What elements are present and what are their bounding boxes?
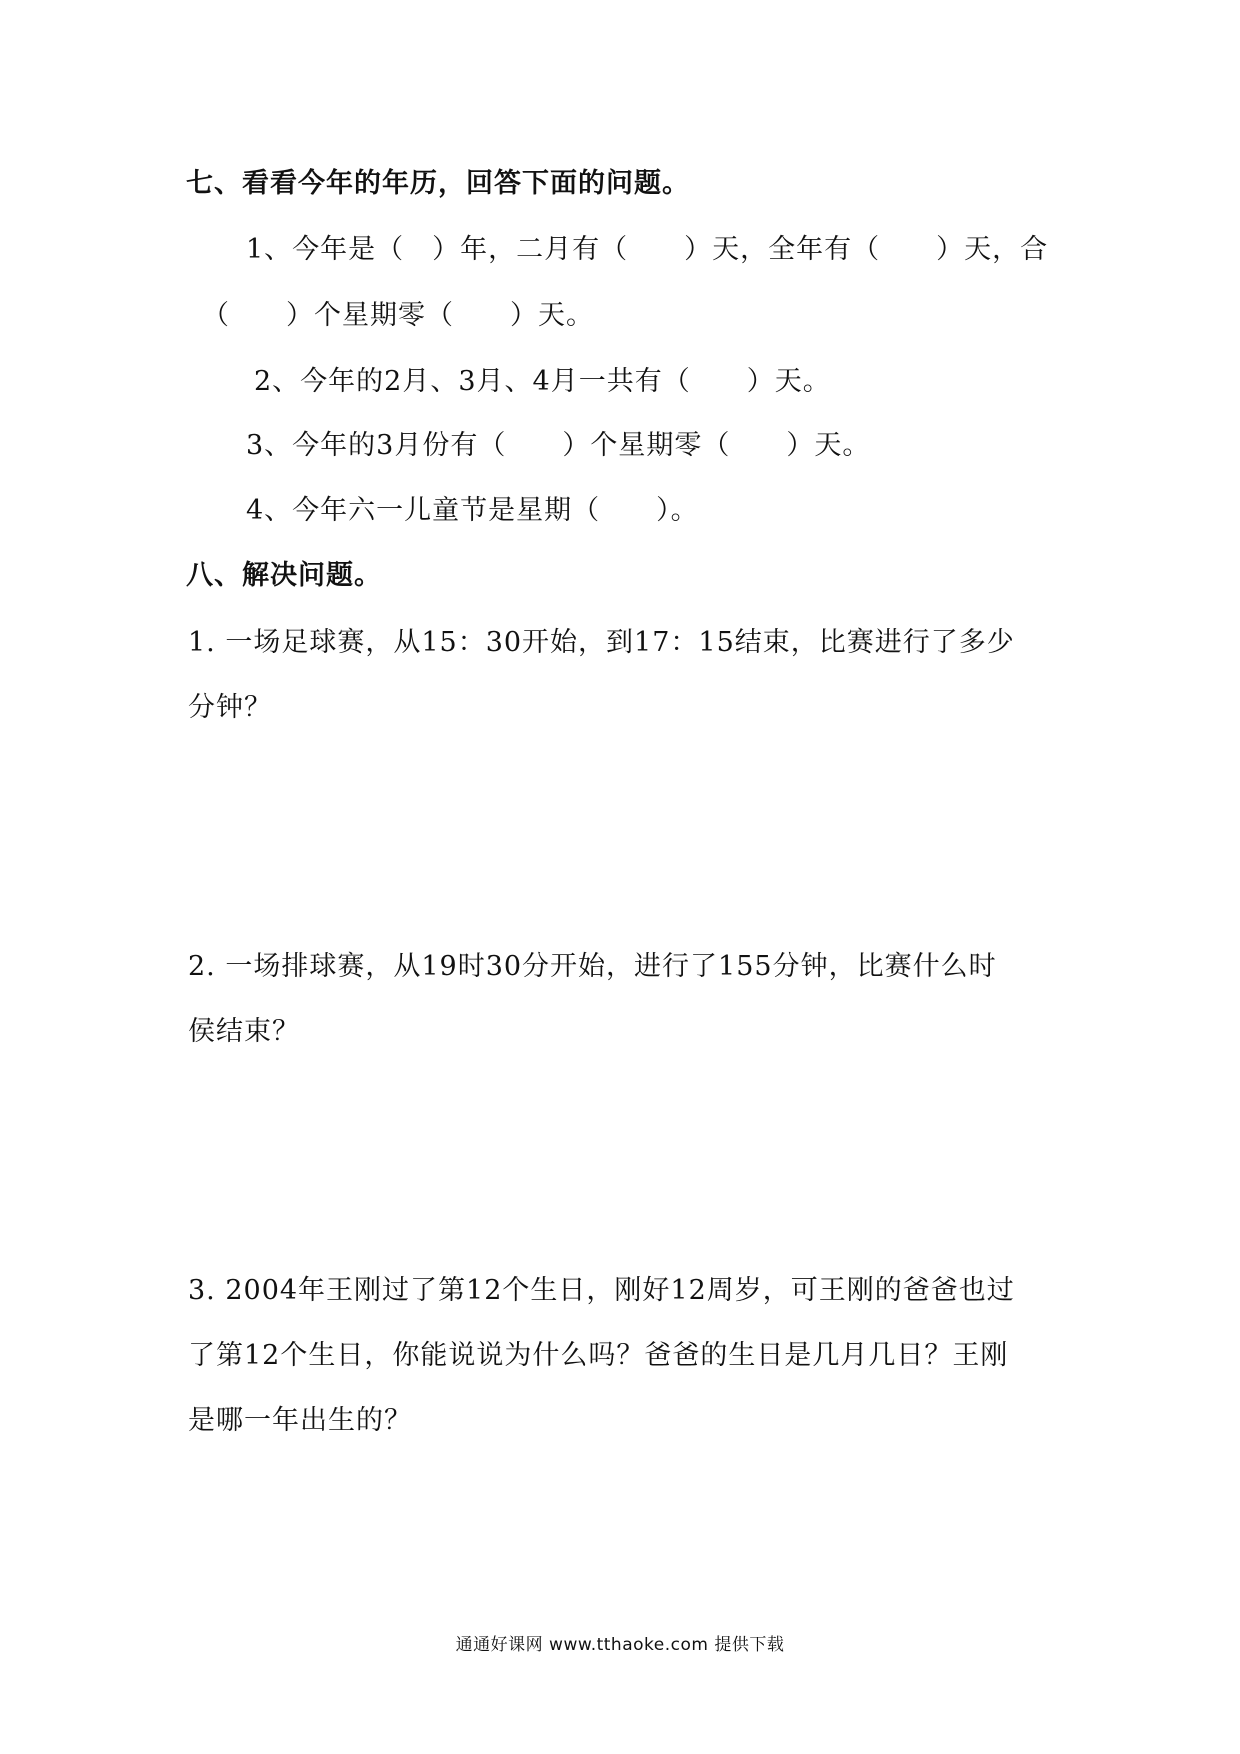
problem-8-3-line-1: 3. 2004年王刚过了第12个生日，刚好12周岁，可王刚的爸爸也过: [188, 1275, 1015, 1306]
problem-8-3-line-2: 了第12个生日，你能说说为什么吗？爸爸的生日是几月几日？王刚: [188, 1340, 1009, 1371]
section-8-heading: 八、解决问题。: [186, 560, 382, 591]
problem-8-2-line-1: 2. 一场排球赛，从19时30分开始，进行了155分钟，比赛什么时: [188, 951, 997, 982]
problem-8-3-line-3: 是哪一年出生的？: [188, 1405, 412, 1436]
question-7-1-line-2: （ ）个星期零（ ）天。: [202, 300, 594, 331]
question-7-4: 4、今年六一儿童节是星期（ ）。: [246, 495, 699, 526]
page-footer: 通通好课网 www.tthaoke.com 提供下载: [455, 1635, 785, 1655]
problem-8-1-line-2: 分钟？: [188, 692, 272, 723]
question-7-2: 2、今年的2月、3月、4月一共有（ ）天。: [254, 366, 831, 397]
question-7-3: 3、今年的3月份有（ ）个星期零（ ）天。: [246, 430, 871, 461]
question-7-1-line-1: 1、今年是（ ）年，二月有（ ）天，全年有（ ）天，合: [246, 234, 1049, 265]
problem-8-1-line-1: 1. 一场足球赛，从15：30开始，到17：15结束，比赛进行了多少: [188, 627, 1015, 658]
section-7-heading: 七、看看今年的年历，回答下面的问题。: [186, 168, 690, 199]
problem-8-2-line-2: 侯结束？: [188, 1016, 300, 1047]
